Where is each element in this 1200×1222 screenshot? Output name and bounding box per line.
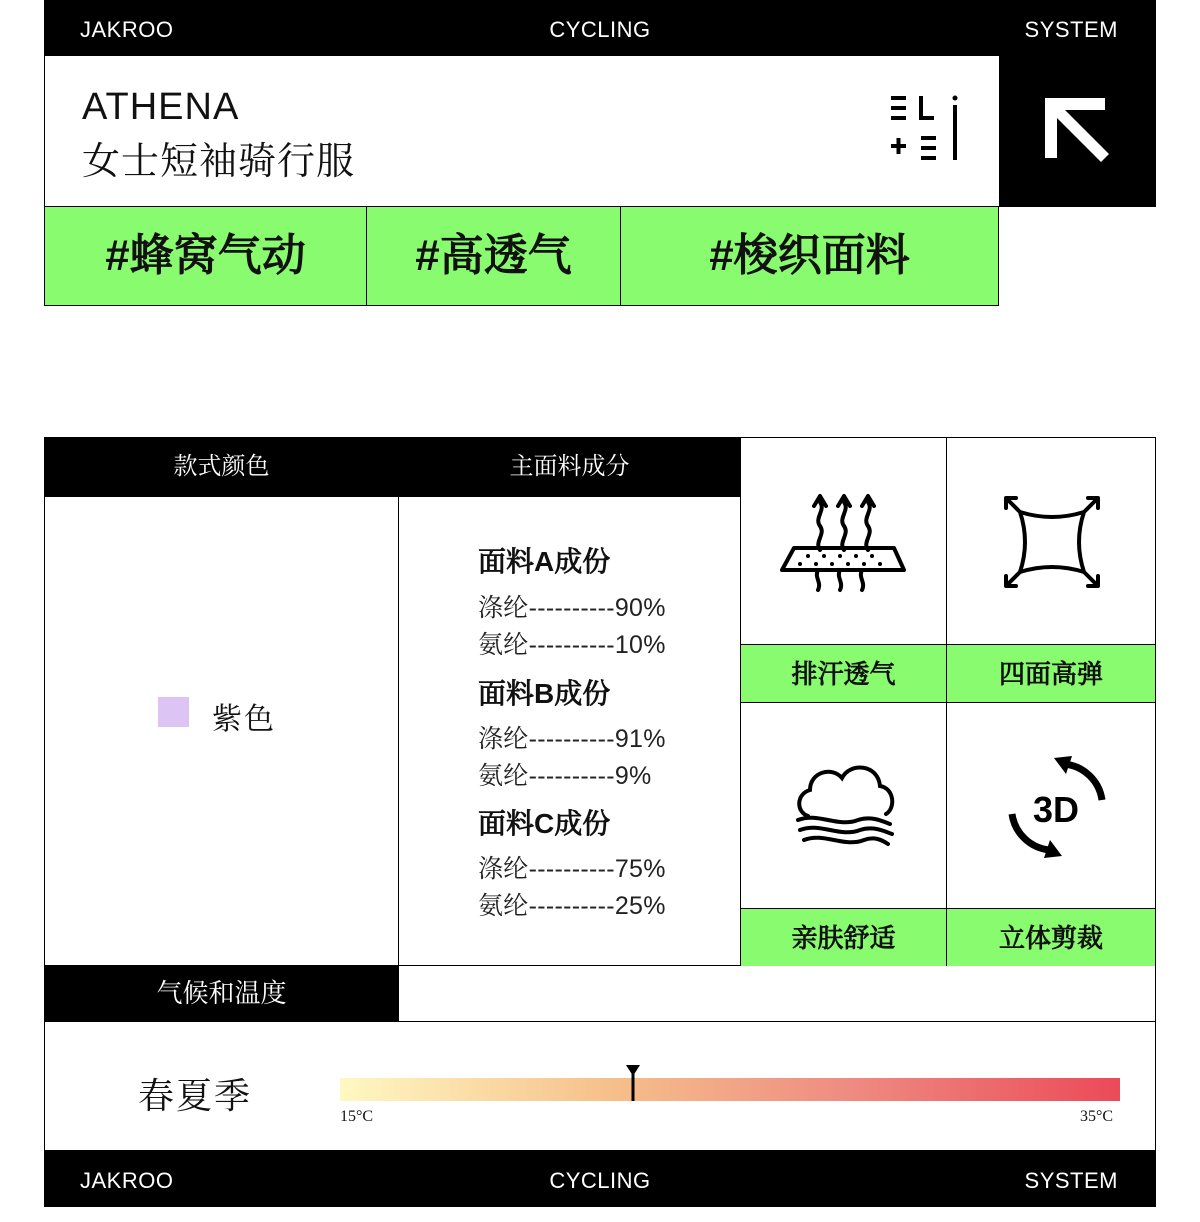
feature-label-stretch: 四面高弹 [947, 644, 1155, 702]
season-label: 春夏季 [138, 1075, 253, 1116]
elite-logo-icon [887, 92, 967, 164]
color-swatch [158, 697, 189, 727]
feature-label-comfort: 亲肤舒适 [741, 908, 946, 966]
fabric-a-line-2: 氨纶----------10% [478, 631, 666, 659]
color-section-header: 款式颜色 [44, 437, 399, 497]
temperature-gradient-bar [340, 1078, 1120, 1101]
fabric-c-line-1: 涤纶----------75% [478, 855, 666, 883]
fabric-b-line-1: 涤纶----------91% [478, 725, 666, 753]
product-name-en: ATHENA [82, 86, 240, 128]
feature-label-breathable: 排汗透气 [741, 644, 946, 702]
fabric-c-title: 面料C成份 [478, 808, 611, 839]
brand-left-text: JAKROO [80, 17, 174, 42]
temperature-marker-icon [625, 1064, 641, 1102]
up-left-arrow-icon [1039, 92, 1113, 166]
brand-right-text: SYSTEM [1024, 17, 1118, 42]
temperature-min-label: 15°C [340, 1108, 374, 1125]
divider [740, 437, 1156, 438]
bottom-brand-bar [44, 1151, 1156, 1207]
divider [44, 1021, 1156, 1022]
3d-rotate-icon [1006, 756, 1108, 858]
svg-text:3D: 3D [1032, 789, 1080, 830]
tag-honeycomb-aero: #蜂窝气动 [44, 206, 367, 306]
top-brand-bar [44, 0, 1156, 56]
soft-cloud-icon [794, 758, 898, 854]
feature-label-3d-cut: 立体剪裁 [947, 908, 1155, 966]
tag-high-breathable: #高透气 [366, 206, 621, 306]
color-name: 紫色 [212, 703, 276, 736]
brand-center-text: CYCLING [549, 1168, 651, 1193]
arrow-badge [999, 56, 1156, 207]
temperature-max-label: 35°C [1080, 1108, 1114, 1125]
brand-right-text: SYSTEM [1024, 1168, 1118, 1193]
brand-left-text: JAKROO [80, 1168, 174, 1193]
breathable-fabric-icon [778, 488, 910, 598]
fabric-section-header: 主面料成分 [399, 437, 740, 497]
climate-section-header: 气候和温度 [44, 965, 399, 1021]
fabric-b-line-2: 氨纶----------9% [478, 762, 652, 790]
product-name-cn: 女士短袖骑行服 [82, 141, 356, 183]
product-header [44, 56, 999, 207]
brand-center-text: CYCLING [549, 17, 651, 42]
fabric-a-title: 面料A成份 [478, 546, 611, 577]
divider [398, 437, 399, 1022]
fabric-c-line-2: 氨纶----------25% [478, 892, 666, 920]
four-way-stretch-icon [1002, 494, 1102, 590]
fabric-a-line-1: 涤纶----------90% [478, 594, 666, 622]
fabric-b-title: 面料B成份 [478, 678, 611, 709]
tag-woven-fabric: #梭织面料 [620, 206, 999, 306]
